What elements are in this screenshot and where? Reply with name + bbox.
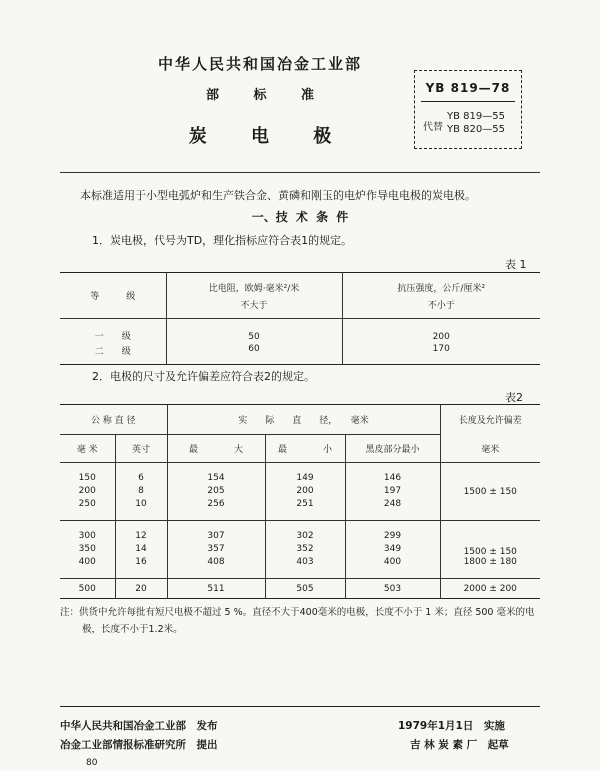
t2-black: 197 <box>345 483 440 499</box>
t1-header-grade: 等 级 <box>90 292 136 302</box>
footer-drafter: 吉 林 炭 素 厂 起草 <box>410 739 509 751</box>
t2-black: 503 <box>345 579 440 599</box>
footer-divider <box>60 706 540 707</box>
t2-tolerance: 1500 ± 150 <box>440 463 540 521</box>
header-divider <box>60 172 540 173</box>
t2-tolerance: 1800 ± 180 <box>440 557 540 579</box>
t2-min: 352 <box>265 541 345 557</box>
table-row <box>60 319 540 343</box>
t2-min: 149 <box>265 463 345 483</box>
table2-label: 表2 <box>505 391 523 404</box>
t2-black: 400 <box>345 557 440 579</box>
t2-header-tol-unit: 毫米 <box>440 435 540 463</box>
t2-inch: 10 <box>115 499 167 521</box>
t2-max: 511 <box>167 579 265 599</box>
t2-inch: 8 <box>115 483 167 499</box>
box-divider <box>421 101 515 102</box>
t2-min: 505 <box>265 579 345 599</box>
t2-inch: 12 <box>115 521 167 541</box>
t2-min: 200 <box>265 483 345 499</box>
table-1 <box>60 272 540 365</box>
table-row <box>60 463 540 483</box>
scope-paragraph: 本标准适用于小型电弧炉和生产铁合金、黄磷和刚玉的电炉作导电电极的炭电极。 <box>80 189 476 202</box>
t2-inch: 6 <box>115 463 167 483</box>
note-line-1: 注：供货中允许每批有短尺电极不超过 5 %。直径不大于400毫米的电极，长度不小于 1 米；直径 500 毫米的电 <box>60 607 535 618</box>
t2-black: 299 <box>345 521 440 541</box>
t2-header-inch: 英寸 <box>115 435 167 463</box>
t2-tolerance: 2000 ± 200 <box>440 579 540 599</box>
t2-header-min: 最 小 <box>265 435 345 463</box>
t2-mm: 150 <box>78 472 96 483</box>
footer-proposer: 冶金工业部情报标准研究所 提出 <box>60 739 218 751</box>
replaces-label: 代替 <box>423 122 443 133</box>
t2-tolerance: 1500 ± 150 <box>440 521 540 557</box>
t1-header-strength <box>342 273 540 319</box>
t2-mm: 200 <box>78 485 96 496</box>
t2-mm: 250 <box>78 498 96 509</box>
table1-label: 表 1 <box>505 258 527 271</box>
clause-2: 2．电极的尺寸及允许偏差应符合表2的规定。 <box>92 370 315 383</box>
ministry-title: 中华人民共和国冶金工业部 <box>157 55 362 73</box>
t2-header-actual: 实 际 直 径， 毫米 <box>167 405 440 435</box>
t2-mm: 350 <box>78 543 96 554</box>
table-note <box>60 604 550 638</box>
t2-header-mm: 毫 米 <box>76 445 98 455</box>
t2-mm: 300 <box>78 530 96 541</box>
table-2 <box>60 404 540 599</box>
t2-header-max: 最 大 <box>167 435 265 463</box>
t2-min: 302 <box>265 521 345 541</box>
t1-resistivity-2: 60 <box>166 343 342 365</box>
table-row <box>60 579 540 599</box>
table-row <box>60 521 540 541</box>
t2-header-nominal: 公 称 直 径 <box>60 405 167 435</box>
t2-inch: 20 <box>115 579 167 599</box>
clause-1: 1．炭电极，代号为TD，理化指标应符合表1的规定。 <box>92 234 353 247</box>
footer-issuer: 中华人民共和国冶金工业部 发布 <box>60 720 218 732</box>
replaced-standard-2: YB 820—55 <box>447 124 505 135</box>
t1-strength-label: 抗压强度，公斤/厘米² <box>397 283 486 294</box>
t1-resistivity-sub: 不大于 <box>240 300 268 311</box>
standard-type: 部 标 准 <box>205 88 315 103</box>
table-row <box>60 557 540 579</box>
t2-mm: 400 <box>78 556 96 567</box>
t2-black: 248 <box>345 499 440 521</box>
t1-resistivity-1: 50 <box>166 319 342 343</box>
t2-min: 403 <box>265 557 345 579</box>
t2-mm: 500 <box>78 583 96 594</box>
t2-min: 251 <box>265 499 345 521</box>
section-title: 一、技 术 条 件 <box>251 210 349 224</box>
standard-number: YB 819—78 <box>425 81 511 95</box>
t1-resistivity-label: 比电阻，欧姆·毫米²/米 <box>208 283 300 294</box>
footer-date: 1979年1月1日 实施 <box>398 720 505 732</box>
t2-max: 256 <box>167 499 265 521</box>
standard-number-box <box>414 70 522 149</box>
replaced-standard-1: YB 819—55 <box>447 111 505 122</box>
t2-inch: 16 <box>115 557 167 579</box>
t2-max: 307 <box>167 521 265 541</box>
t2-max: 408 <box>167 557 265 579</box>
t1-grade-2: 二 级 <box>94 346 131 357</box>
t2-inch: 14 <box>115 541 167 557</box>
table-row <box>60 343 540 365</box>
t2-black: 349 <box>345 541 440 557</box>
t1-strength-sub: 不小于 <box>427 300 455 311</box>
t2-black: 146 <box>345 463 440 483</box>
note-line-2: 极，长度不小于1.2米。 <box>82 624 183 635</box>
t2-max: 357 <box>167 541 265 557</box>
page-number: 80 <box>86 758 98 768</box>
t2-max: 205 <box>167 483 265 499</box>
t1-header-resistivity <box>166 273 342 319</box>
t2-max: 154 <box>167 463 265 483</box>
document-title: 炭 电 极 <box>188 126 332 147</box>
t1-grade-1: 一 级 <box>94 331 131 342</box>
t2-header-tolerance: 长度及允许偏差 <box>440 405 540 435</box>
t2-header-black: 黑皮部分最小 <box>345 435 440 463</box>
t1-strength-1: 200 <box>342 319 540 343</box>
t1-strength-2: 170 <box>342 343 540 365</box>
